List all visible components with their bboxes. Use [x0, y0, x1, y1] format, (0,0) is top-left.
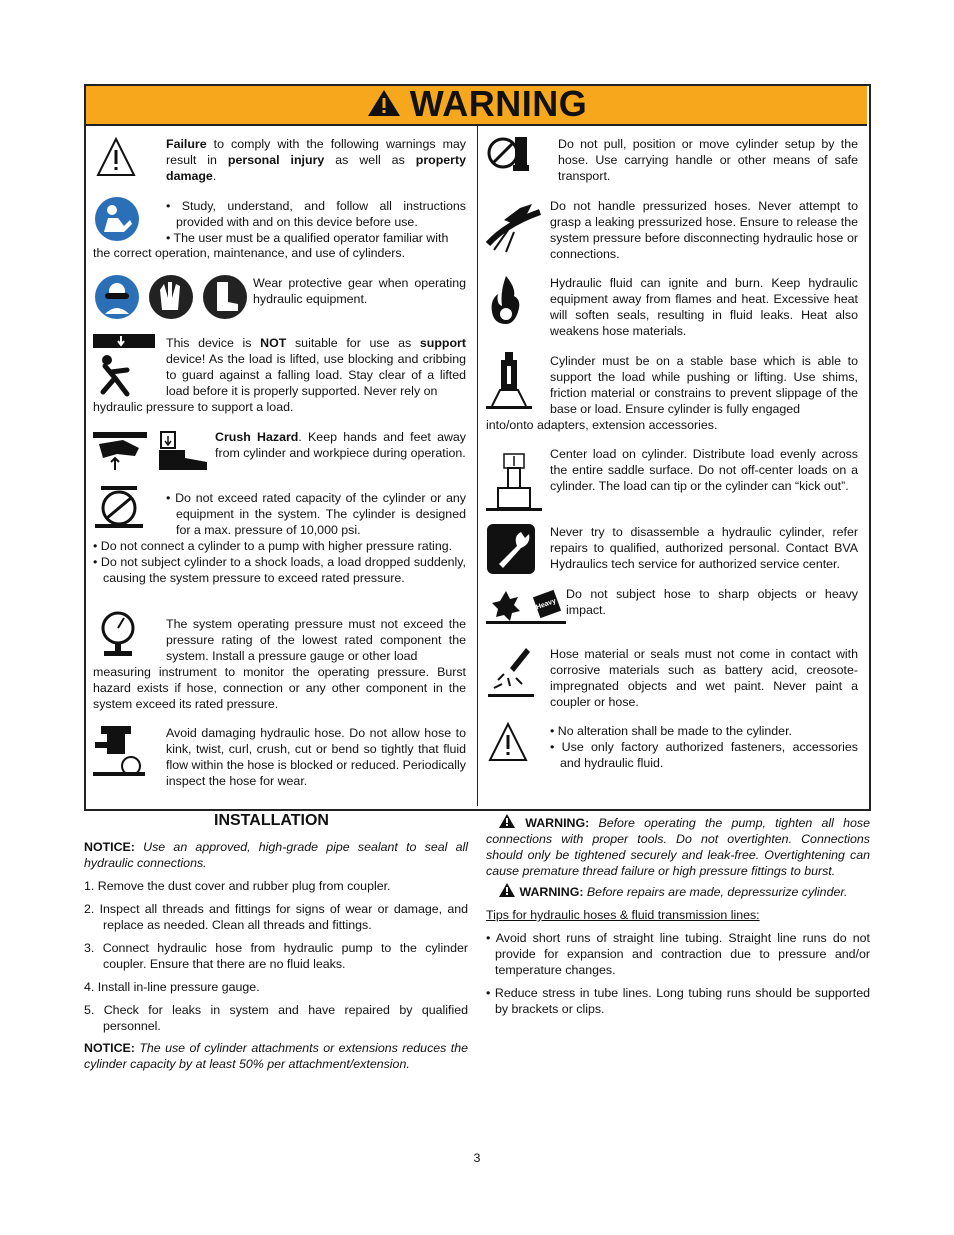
pressure-tail: measuring instrument to monitor the operating pressure. Burst hazard exists if hose, connection or any other component in the system exceed its rated pressure. — [93, 665, 466, 711]
gloves-icon — [148, 274, 194, 320]
step-4: 4. Install in-line pressure gauge. — [84, 980, 260, 994]
warning-small-icon — [498, 813, 516, 829]
center-load-icon — [486, 448, 542, 514]
column-divider — [477, 124, 478, 806]
warning-header — [86, 83, 867, 126]
stable-base-icon — [486, 352, 532, 410]
alteration-text: • No alteration shall be made to the cylinder. • Use only factory authorized fasteners, accessories and hydraulic fluid. — [550, 724, 858, 770]
pressurized-hose-icon — [486, 200, 542, 254]
caution-triangle-icon — [96, 137, 136, 177]
crush-hazard-icon — [93, 428, 209, 472]
failure-warning: Failure to comply with the following warnings may result in personal injury as well as property damage. — [166, 137, 467, 183]
alteration-caution-icon — [488, 722, 528, 762]
warning-triangle-icon — [366, 88, 402, 118]
no-disassemble-wrench-icon — [487, 524, 535, 574]
support-tail: hydraulic pressure to support a load. — [93, 400, 294, 414]
protective-gear-text: Wear protective gear when operating hydraulic equipment. — [253, 276, 466, 306]
pressurized-hose-text: Do not handle pressurized hoses. Never attempt to grasp a leaking pressurized hose. Ensure to release the system pressure before disconnecting hydraulic hose or connections. — [550, 199, 858, 261]
stable-base-tail: into/onto adapters, extension accessories. — [486, 418, 718, 432]
warning-tighten: WARNING: Before operating the pump, tighten all hose connections with proper tools. Do not overtighten. Connections should only be tightened securely and leak-free. Overtightening can cause premature thread failure or high pressure fittings to burst. — [486, 813, 870, 879]
hose-damage-text: Avoid damaging hydraulic hose. Do not allow hose to kink, twist, curl, crush, cut or bend so tightly that fluid flow within the hose is blocked or reduced. Periodically inspect the hose for wear. — [166, 726, 466, 788]
sharp-objects-text: Do not subject hose to sharp objects or heavy impact. — [566, 587, 858, 617]
warning-depressurize: WARNING: Before repairs are made, depressurize cylinder. — [486, 882, 870, 900]
notice-attachments: NOTICE: The use of cylinder attachments or extensions reduces the cylinder capacity by at least 50% per attachment/extension. — [84, 1041, 468, 1071]
installation-steps — [84, 878, 468, 1041]
step-3: 3. Connect hydraulic hose from hydraulic pump to the cylinder coupler. Ensure that there are no fluid leaks. — [84, 941, 468, 971]
warning-small-icon — [498, 882, 516, 898]
step-1: 1. Remove the dust cover and rubber plug from coupler. — [84, 879, 391, 893]
notice-sealant: NOTICE: Use an approved, high-grade pipe sealant to seal all hydraulic connections. — [84, 840, 468, 870]
heavy-label: Heavy — [535, 597, 558, 612]
stable-base-text: Cylinder must be on a stable base which is able to support the load while pushing or lifting. Use shims, friction material or constrains to prevent slippage of the base or load. Ensure cylinder is fully engaged — [550, 354, 858, 416]
study-instructions: • Study, understand, and follow all instructions provided with and on this device before use. • The user must be a qualified operator familiar with — [166, 199, 466, 245]
pressure-warning: The system operating pressure must not exceed the pressure rating of the lowest rated component the system. Install a pressure gauge or other load — [166, 617, 466, 663]
capacity-bullets: • Do not connect a cylinder to a pump with higher pressure rating. • Do not subject cylinder to a shock loads, a load dropped suddenly, causing the system pressure to exceed rated pressure. — [93, 539, 466, 585]
installation-title: INSTALLATION — [214, 812, 329, 829]
warning-title: WARNING — [409, 83, 588, 124]
read-manual-icon — [94, 196, 140, 242]
center-load-text: Center load on cylinder. Distribute load evenly across the entire saddle surface. Do not off-center loads on a cylinder. The load can tip or the cylinder can “kick out”. — [550, 447, 858, 493]
step-2: 2. Inspect all threads and fittings for signs of wear or damage, and replace as needed. Clean all threads and fittings. — [84, 902, 468, 932]
overpressure-gauge-icon — [93, 486, 145, 530]
capacity-bullet-1: • Do not exceed rated capacity of the cylinder or any equipment in the system. The cylinder is designed for a max. pressure of 10,000 psi. — [166, 491, 466, 537]
support-warning: This device is NOT suitable for use as support device! As the load is lifted, use blocking and cribbing to guard against a falling load. Stay clear of a lifted load before it is properly supported. Never rely on — [166, 336, 466, 398]
sharp-objects-icon — [486, 587, 566, 627]
study-tail: the correct operation, maintenance, and use of cylinders. — [93, 246, 406, 260]
safety-boots-icon — [202, 274, 248, 320]
no-pull-by-hose-icon — [487, 135, 529, 175]
pull-hose-text: Do not pull, position or move cylinder setup by the hose. Use carrying handle or other means of safe transport. — [558, 137, 858, 183]
tips-title: Tips for hydraulic hoses & fluid transmission lines: — [486, 908, 760, 922]
eye-protection-icon — [94, 274, 140, 320]
page-number: 3 — [473, 1151, 481, 1165]
tips-list — [486, 930, 870, 1024]
fire-hazard-text: Hydraulic fluid can ignite and burn. Keep hydraulic equipment away from flames and heat. Excessive heat will soften seals, resulting in fluid leaks. Heat also weakens hose materials. — [550, 276, 858, 338]
tip-2: • Reduce stress in tube lines. Long tubing runs should be supported by brackets or clips. — [486, 986, 870, 1016]
corrosive-text: Hose material or seals must not come in contact with corrosive materials such as battery acid, creosote-impregnated objects and wet paint. Never paint a coupler or hose. — [550, 647, 858, 709]
fire-hazard-icon — [488, 274, 524, 328]
corrosive-materials-icon — [488, 644, 534, 700]
tip-1: • Avoid short runs of straight line tubing. Straight line runs do not provide for expansion and contraction due to pressure and/or temperature changes. — [486, 931, 870, 977]
step-5: 5. Check for leaks in system and have repaired by qualified personnel. — [84, 1003, 468, 1033]
pressure-gauge-icon — [100, 610, 136, 660]
falling-load-icon — [93, 334, 155, 398]
crush-hazard-text: Crush Hazard. Keep hands and feet away from cylinder and workpiece during operation. — [215, 430, 466, 460]
disassemble-text: Never try to disassemble a hydraulic cylinder, refer repairs to qualified, authorized personal. Contact BVA Hydraulics tech service for authorized service center. — [550, 525, 858, 571]
hose-damage-icon — [93, 726, 145, 778]
